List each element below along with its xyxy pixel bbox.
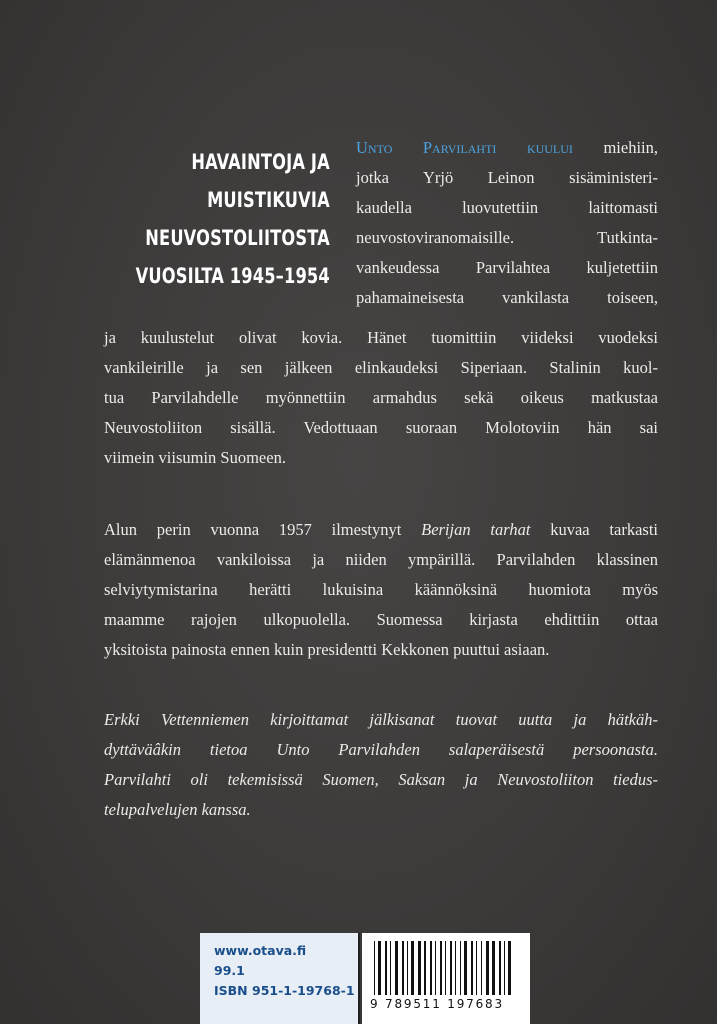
barcode-bar: [464, 941, 467, 995]
text-fragment: Alun perin vuonna 1957 ilmestynyt: [104, 520, 422, 539]
text-line: elämänmenoa vankiloissa ja niiden ympärillä. Parvilahden klassinen: [104, 550, 658, 569]
text-line: viimein viisumin Suomeen.: [104, 448, 286, 467]
barcode-bar: [492, 941, 495, 995]
barcode-bar: [471, 941, 473, 995]
barcode-bar: [450, 941, 452, 995]
text-line: dyttäväâkin tietoa Unto Parvilahden salaperäisestä persoonasta.: [104, 740, 658, 759]
barcode-bar: [504, 941, 505, 995]
barcode-bar: [418, 941, 421, 995]
headline-line: HAVAINTOJA JA: [191, 150, 330, 174]
barcode-bar: [435, 941, 436, 995]
class-code: 99.1: [214, 963, 245, 978]
barcode-bar: [499, 941, 501, 995]
author-name-lead: Unto Parvilahti kuului: [356, 138, 573, 157]
text-line: miehiin,: [572, 138, 658, 157]
headline: [136, 143, 330, 295]
publisher-info-box: [200, 933, 360, 1024]
text-line: neuvostoviranomaisille. Tutkinta-: [356, 228, 658, 247]
text-fragment: kuvaa tarkasti: [530, 520, 658, 539]
text-line: selviytymistarina herätti lukuisina käännöksinä huomiota myös: [104, 580, 658, 599]
headline-line: MUISTIKUVIA: [207, 188, 330, 212]
barcode: [372, 941, 520, 997]
barcode-bar: [411, 941, 414, 995]
paragraph-3: [104, 705, 658, 825]
paragraph-1-top: [356, 133, 658, 313]
text-line: Neuvostoliiton sisällä. Vedottuaan suoraan Molotoviin hän sai: [104, 418, 658, 437]
text-line: maamme rajojen ulkopuolella. Suomessa kirjasta ehdittiin ottaa: [104, 610, 658, 629]
barcode-bar: [481, 941, 482, 995]
barcode-bar: [402, 941, 404, 995]
paragraph-1-bottom: [104, 323, 658, 473]
barcode-box: [362, 933, 530, 1024]
text-line: Erkki Vettenniemen kirjoittamat jälkisanat tuovat uutta ja hätkäh-: [104, 710, 658, 729]
barcode-bar: [424, 941, 426, 995]
paragraph-2: [104, 515, 658, 665]
barcode-bar: [430, 941, 432, 995]
text-line: pahamaineisesta vankilasta toiseen,: [356, 288, 658, 307]
text-line: kaudella luovutettiin laittomasti: [356, 198, 658, 217]
barcode-digits: 9 789511 197683: [370, 997, 504, 1011]
barcode-bar: [378, 941, 381, 995]
barcode-bar: [374, 941, 375, 995]
barcode-bar: [460, 941, 461, 995]
barcode-bar: [390, 941, 391, 995]
barcode-bar: [395, 941, 398, 995]
headline-line: NEUVOSTOLIITOSTA: [145, 226, 330, 250]
barcode-bar: [440, 941, 442, 995]
text-line: yksitoista painosta ennen kuin presidentti Kekkonen puuttui asiaan.: [104, 640, 550, 659]
barcode-bar: [476, 941, 477, 995]
text-line: jotka Yrjö Leinon sisäministeri-: [356, 168, 658, 187]
barcode-bar: [486, 941, 489, 995]
text-line: telupalvelujen kanssa.: [104, 800, 251, 819]
text-line: vankeudessa Parvilahtea kuljetettiin: [356, 258, 658, 277]
text-line: ja kuulustelut olivat kovia. Hänet tuomittiin viideksi vuodeksi: [104, 328, 658, 347]
text-line: vankileirille ja sen jälkeen elinkaudeksi Siperiaan. Stalinin kuol-: [104, 358, 658, 377]
publisher-website: www.otava.fi: [214, 943, 307, 958]
isbn: ISBN 951-1-19768-1: [214, 983, 355, 998]
barcode-bar: [445, 941, 446, 995]
text-line: Parvilahti oli tekemisissä Suomen, Saksan ja Neuvostoliiton tiedus-: [104, 770, 658, 789]
barcode-bar: [455, 941, 456, 995]
headline-line: VUOSILTA 1945–1954: [135, 264, 330, 288]
barcode-bar: [508, 941, 511, 995]
book-title: Berijan tarhat: [421, 520, 531, 539]
barcode-bar: [407, 941, 408, 995]
barcode-bar: [385, 941, 387, 995]
text-line: tua Parvilahdelle myönnettiin armahdus sekä oikeus matkustaa: [104, 388, 658, 407]
